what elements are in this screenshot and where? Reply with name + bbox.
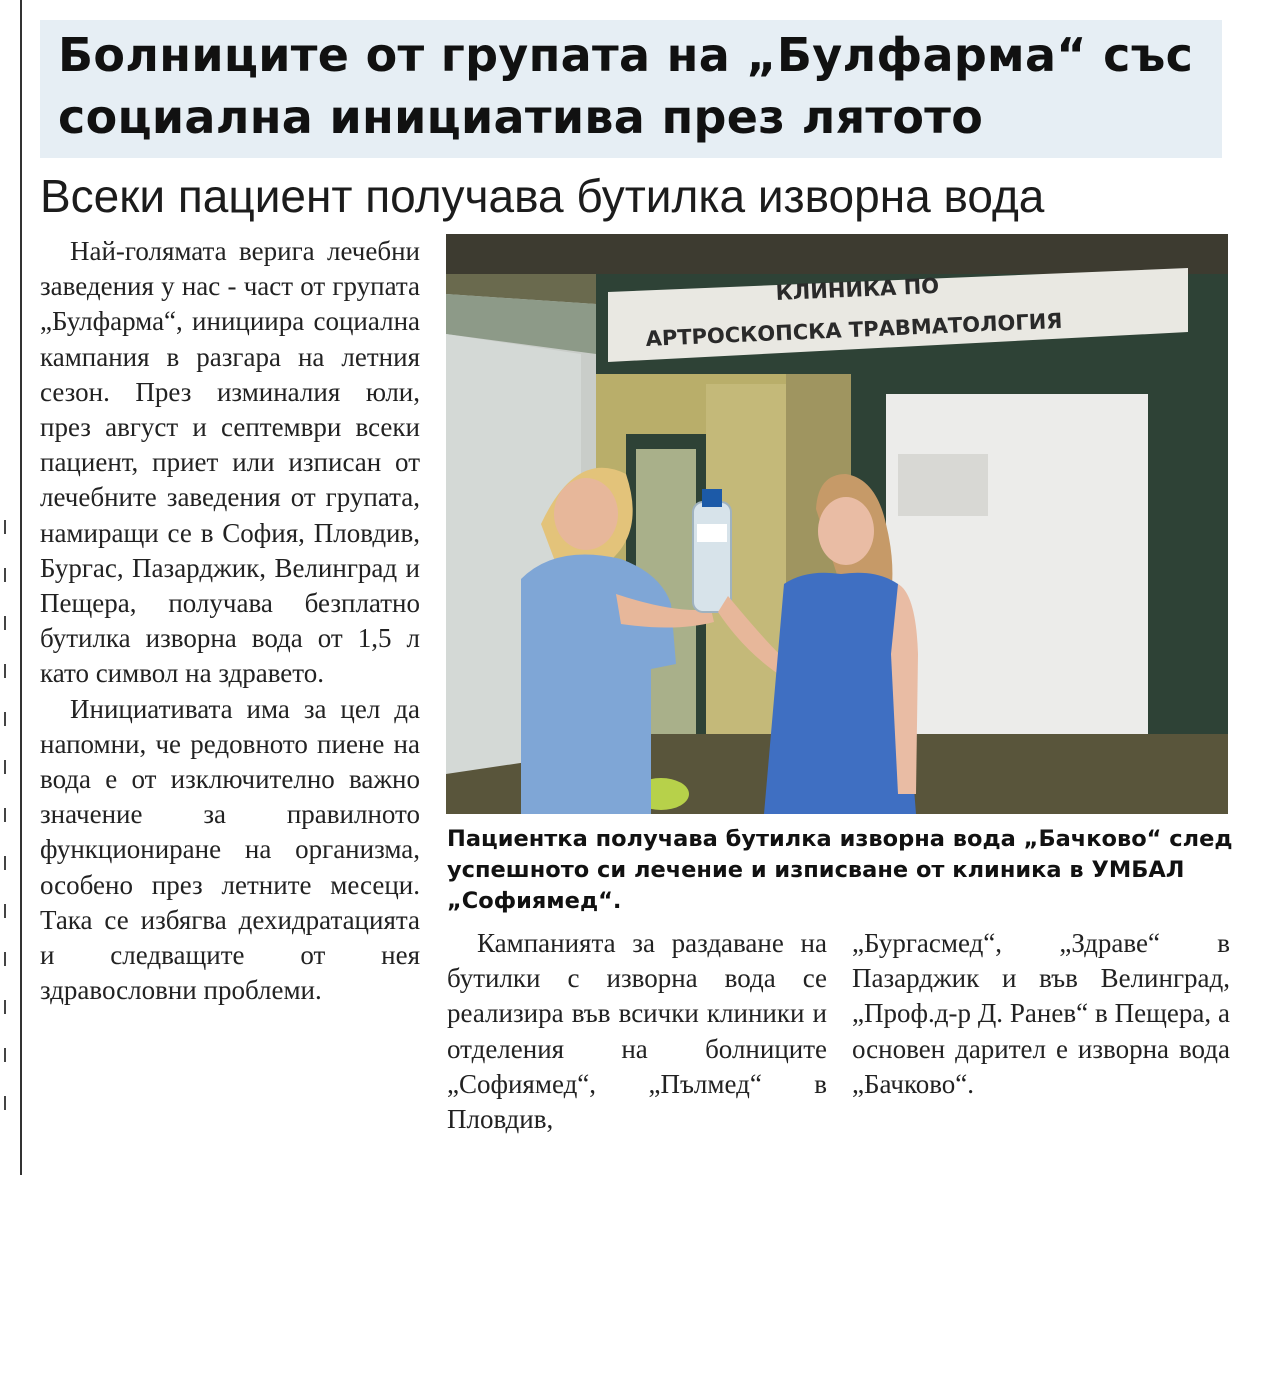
sign-line-1: КЛИНИКА ПО [775, 273, 940, 305]
subheadline: Всеки пациент получава бутилка изворна вода [40, 170, 1045, 222]
bottom-column-right [852, 926, 1230, 1102]
sign-line-2: АРТРОСКОПСКА ТРАВМАТОЛОГИЯ [645, 308, 1063, 351]
photo-caption: Пациентка получава бутилка изворна вода „Бачково“ след успешното си лечение и изписване от клиника в УМБАЛ „Софиямед“. [447, 826, 1233, 914]
column-rule [20, 0, 22, 1175]
paragraph-campaign-part2: „Бургасмед“, „Здраве“ в Пазарджик и във Велинград, „Проф.д-р Д. Ранев“ в Пещера, а основен дарител е изворна вода „Бачково“. [852, 928, 1230, 1099]
article-photo [446, 234, 1228, 814]
paragraph-campaign-part1: Кампанията за раздаване на бутилки с изворна вода се реализира във всички клиники и отделения на болниците „Софиямед“, „Пълмед“ в Пловдив, [447, 928, 827, 1135]
left-column [40, 234, 420, 1008]
bottom-column-middle [447, 926, 827, 1137]
adjacent-column-fragment [2, 520, 14, 1170]
headline: Болниците от групата на „Булфарма“ със социална инициатива през лятото [58, 28, 1194, 144]
paragraph-intro: Най-голямата верига лечебни заведения у нас - част от групата „Булфарма“, инициира социална кампания в разгара на летния сезон. През изминалия юли, през август и септември всеки пациент, приет или изписан от лечебните заведения от групата, намиращи се в София, Пловдив, Бургас, Пазарджик, Велинград и Пещера, получава безплатно бутилка изворна вода от 1,5 л като символ на здравето. [40, 236, 420, 689]
paragraph-purpose: Инициативата има за цел да напомни, че редовното пиене на вода е от изключително важно значение за правилното функциониране на организма, особено през летните месеци. Така се избягва дехидратацията и следващите от нея здравословни проблеми. [40, 693, 420, 1006]
